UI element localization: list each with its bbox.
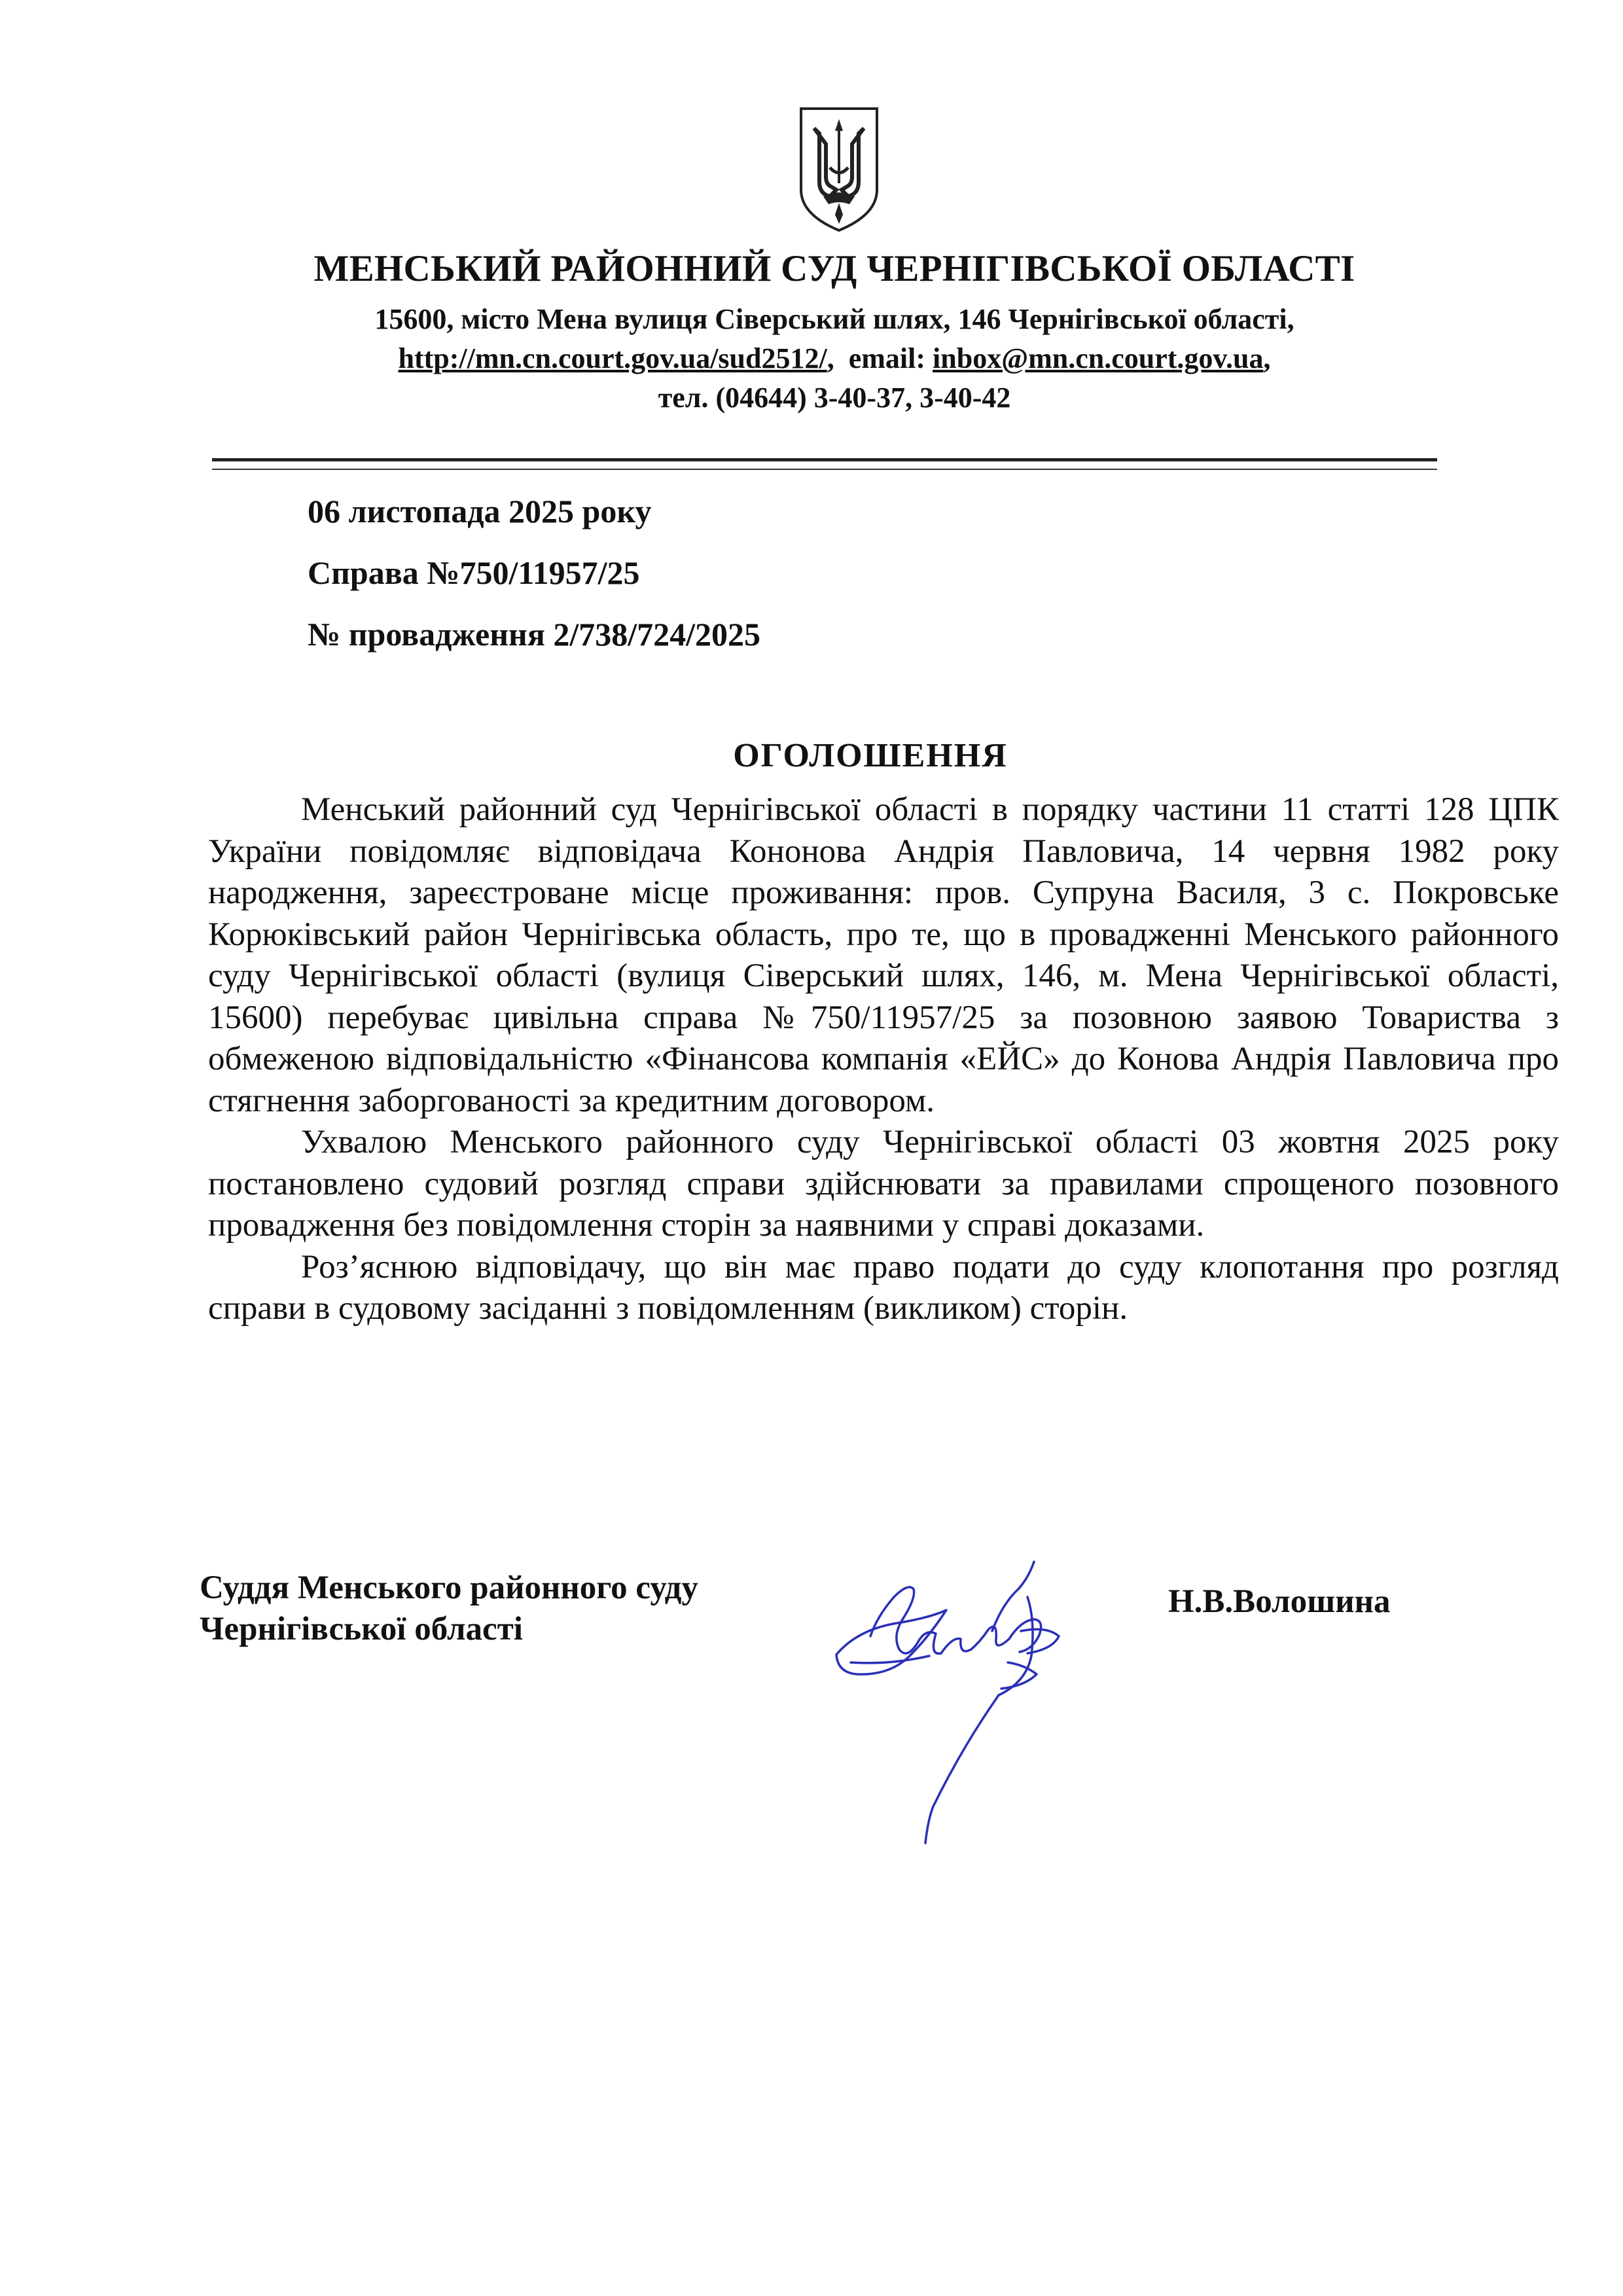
document-title: ОГОЛОШЕННЯ	[733, 737, 1008, 774]
court-name: МЕНСЬКИЙ РАЙОННИЙ СУД ЧЕРНІГІВСЬКОЇ ОБЛАСТІ	[313, 248, 1355, 289]
email-label: email:	[848, 342, 926, 374]
document-body	[208, 789, 1559, 1330]
judge-title-line: Суддя Менського районного суду	[200, 1570, 698, 1606]
header-divider-thick	[212, 458, 1437, 461]
document-date: 06 листопада 2025 року	[308, 493, 652, 529]
coat-of-arms-icon	[797, 105, 881, 233]
proceeding-number: № провадження 2/738/724/2025	[308, 616, 761, 653]
court-email-link[interactable]: inbox@mn.cn.court.gov.ua	[933, 342, 1264, 374]
court-website-link[interactable]: http://mn.cn.court.gov.ua/sud2512/	[398, 342, 827, 374]
body-paragraph: Ухвалою Менського районного суду Чернігівської області 03 жовтня 2025 року постановлено судовий розгляд справи здійснювати за правилами спрощеного позовного провадження без повідомлення сторін за наявними у справі доказами.	[208, 1124, 1559, 1244]
court-phone-text: тел. (04644) 3-40-37, 3-40-42	[658, 382, 1011, 414]
judge-name: Н.В.Волошина	[1168, 1583, 1391, 1620]
body-paragraph: Роз’яснюю відповідачу, що він має право подати до суду клопотання про розгляд справи в судовому засіданні з повідомленням (викликом) сторін.	[208, 1248, 1559, 1327]
court-contacts: http://mn.cn.court.gov.ua/sud2512/, email: inbox@mn.cn.court.gov.ua,	[398, 342, 1271, 374]
case-number: Справа №750/11957/25	[308, 554, 640, 591]
header-divider-thin	[212, 469, 1437, 470]
court-address: 15600, місто Мена вулиця Сіверський шлях, 146 Чернігівської області,	[374, 303, 1294, 335]
court-phone	[0, 381, 1623, 414]
judge-title	[200, 1568, 698, 1650]
judge-title-line: Чернігівської області	[200, 1611, 523, 1647]
body-paragraph: Менський районний суд Чернігівської області в порядку частини 11 статті 128 ЦПК України повідомляє відповідача Кононова Андрія Павловича, 14 червня 1982 року народження, зареєстроване місце проживання: пров. Супруна Василя, 3 с. Покровське Корюківський район Чернігівська область, про те, що в провадженні Менського районного суду Чернігівської області (вулиця Сіверський шлях, 146, м. Мена Чернігівської області, 15600) перебуває цивільна справа №750/11957/25 за позовною заявою Товариства з обмеженою відповідальністю «Фінансова компанія «ЕЙС» до Конова Андрія Павловича про стягнення заборгованості за кредитним договором.	[208, 791, 1559, 1119]
handwritten-signature	[831, 1558, 1093, 1846]
